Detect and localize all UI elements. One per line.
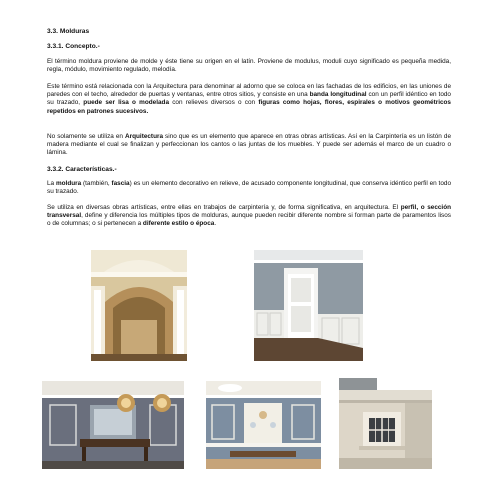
text-run: La [47, 180, 56, 187]
text-run: con relieves diversos o con [169, 99, 259, 107]
bold-run: perfil, o sección transversal [47, 204, 452, 220]
text-run: ) es un elemento decorativo en relieve, de acusado componente longitudinal, que conserva idéntico perfil en todo su trazado. [47, 180, 451, 196]
arched-hall-columns-photo [91, 250, 187, 361]
bold-run: diferente estilo o época [142, 220, 215, 228]
paragraph-definition [47, 180, 451, 196]
concept-heading: 3.3.1. Concepto.- [47, 43, 100, 50]
section-heading: 3.3. Molduras [47, 28, 90, 35]
bold-run: Arquitectura [125, 133, 164, 140]
exterior-window-cornice-photo [339, 378, 432, 469]
text-run: , define y diferencia los múltiples tipos de molduras, aunque pueden recibir diferente nombre si forman parte de paramentos lisos o de columnas; o si pertenecen a [47, 212, 451, 228]
text-run: sino que es un elemento que aparece en otras obras artísticas. Así en la Carpintería es un listón de madera mediante el cual se finalizan y perfeccionan los cantos o las juntas de los muebles. Y puede ser además el marco de un cuadro o lámina. [47, 133, 451, 157]
bold-run: figuras como hojas, flores, espirales o motivos geométricos repetidos en patrones sucesivos. [47, 99, 451, 115]
paragraph-usage [47, 204, 451, 229]
paragraph-origin-text: El término moldura proviene de molde y éste tiene su origen en el latín. Proviene de modulus, moduli cuyo significado es pequeña medida, regla, módulo, movimiento regulado, melodía. [47, 58, 451, 74]
text-run: Este término está relacionada con la Arquitectura para denominar al adorno que se coloca en las fachadas de los edificios, en las uniones de paredes con el techo, alrededor de puertas y ventanas, entre otros sitios, y consiste en una [47, 83, 451, 99]
text-run: con un perfil idéntico en todo su trazado, [47, 91, 451, 107]
paragraph-architecture [47, 83, 451, 116]
wainscot-door-photo [254, 250, 363, 361]
bold-run: fascia [111, 180, 130, 187]
dining-room-chandeliers-photo [42, 381, 184, 469]
characteristics-heading: 3.3.2. Características.- [47, 166, 117, 173]
bold-run: puede ser lisa o modelada [83, 99, 169, 107]
text-run: Se utiliza en diversas obras artísticas, entre ellas en trabajos de carpintería y, de forma significativa, en arquitectura. El [47, 204, 401, 211]
bold-run: banda longitudinal [309, 91, 367, 99]
text-run: . [214, 220, 217, 228]
bold-run: moldura [55, 180, 82, 187]
paragraph-origin [47, 58, 451, 74]
text-run: No solamente se utiliza en [47, 133, 126, 140]
text-run: (también, [81, 180, 112, 187]
paragraph-other-uses [47, 133, 451, 158]
paneled-living-room-photo [206, 381, 321, 469]
